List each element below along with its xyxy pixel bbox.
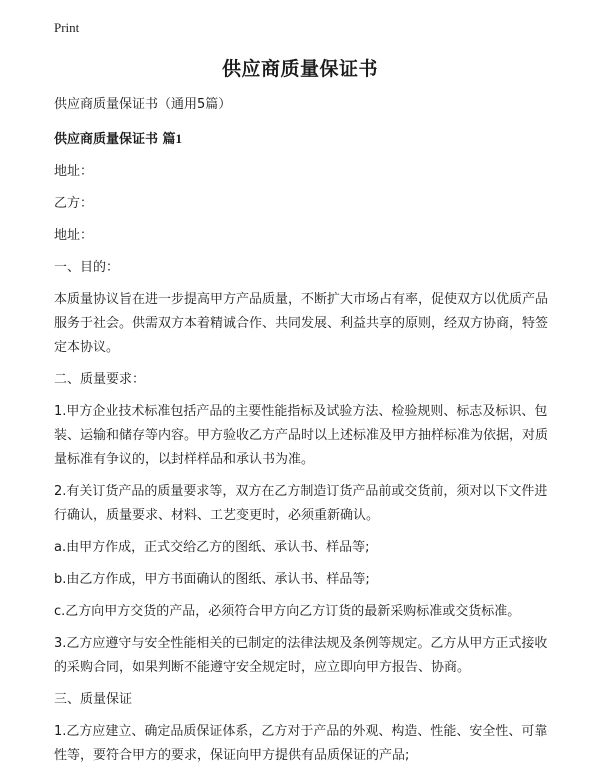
quality-assurance-heading: 三、质量保证 <box>54 692 133 707</box>
section-heading-text: 供应商质量保证书 篇 <box>54 132 176 147</box>
requirement-b: b.由乙方作成，甲方书面确认的图纸、承认书、样品等; <box>54 572 370 587</box>
field-party-b: 乙方： <box>54 196 94 211</box>
quality-requirements-heading: 二、质量要求： <box>54 372 146 387</box>
document-title: 供应商质量保证书 <box>221 58 378 80</box>
purpose-heading: 一、目的： <box>54 260 120 275</box>
section-heading <box>54 127 554 152</box>
document-body <box>54 93 554 776</box>
field-address-2: 地址： <box>54 228 94 243</box>
requirement-a: a.由甲方作成，正式交给乙方的图纸、承认书、样品等; <box>54 540 370 555</box>
requirement-1: 1.甲方企业技术标准包括产品的主要性能指标及试验方法、检验规则、标志及标识、包装、运输和储存等内容。甲方验收乙方产品时以上述标准及甲方抽样标准为依据，对质量标准有争议的，以封样样品和承认书为准。 <box>54 404 549 467</box>
field-address-1: 地址： <box>54 164 94 179</box>
requirement-c: c.乙方向甲方交货的产品，必须符合甲方向乙方订货的最新采购标准或交货标准。 <box>54 604 521 619</box>
requirement-3: 3.乙方应遵守与安全性能相关的已制定的法律法规及条例等规定。乙方从甲方正式接收的采购合同，如果判断不能遵守安全规定时，应立即向甲方报告、协商。 <box>54 636 548 675</box>
section-heading-number: 1 <box>175 131 183 146</box>
requirement-2: 2.有关订货产品的质量要求等，双方在乙方制造订货产品前或交货前，须对以下文件进行确认，质量要求、材料、工艺变更时，必须重新确认。 <box>54 484 548 523</box>
print-label: Print <box>54 20 80 35</box>
purpose-paragraph: 本质量协议旨在进一步提高甲方产品质量，不断扩大市场占有率，促使双方以优质产品服务于社会。供需双方本着精诚合作、共同发展、利益共享的原则，经双方协商，特签定本协议。 <box>54 292 549 355</box>
document-subtitle: 供应商质量保证书（通用5篇） <box>54 97 232 112</box>
assurance-1: 1.乙方应建立、确定品质保证体系，乙方对于产品的外观、构造、性能、安全性、可靠性等，要符合甲方的要求，保证向甲方提供有品质保证的产品; <box>54 724 548 763</box>
